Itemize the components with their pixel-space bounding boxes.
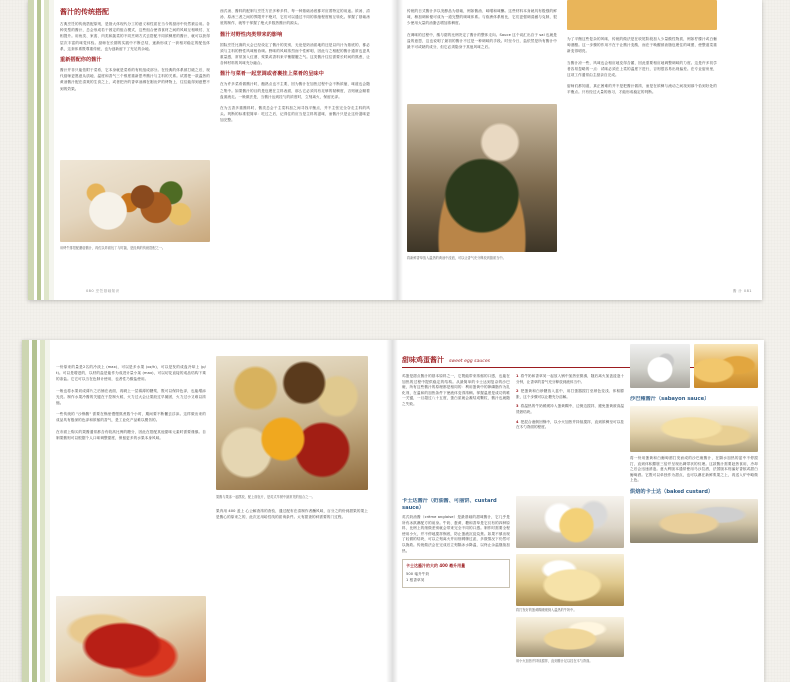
book-spread-top (28, 0, 762, 300)
column-left-bottom-1 (56, 364, 206, 682)
decorative-edge-band-top (28, 0, 54, 300)
list-item: 1 将牛奶和香草荚一起放入锅中加热至微沸，随后离火加盖浸泡十分钟，让香草的香气充分释放到液体当中。 (516, 374, 624, 384)
photo-steak-with-sauce (60, 160, 210, 242)
photo-jam-jars (216, 356, 368, 490)
page-title: 甜味鸡蛋酱汁 (402, 356, 444, 364)
column-right-bottom-photos (516, 496, 624, 682)
book-gutter-top (391, 0, 403, 300)
body-paragraph: 在为五香多重酱料时，酱类总会于主菜料加之间寻找平衡点，并不主张完全夺走主料的风头。判断的标准很简单：吃过之后，记得住的应当是主料的滋味，而酱汁只是让这份滋味更加完整。 (220, 106, 370, 123)
body-paragraph: 为了平衡这些复杂的风味，传统的做法是在收尾阶段加入少量酸性物质，例如柠檬汁或白葡萄酒醋。这一步骤的作用不在于让酱汁变酸，而在于唤醒被油脂包裹住的味蕾，使整道菜重新变得明亮。 (567, 37, 717, 54)
body-paragraph: 西式汤、酱料的配制与烹饪方法多种多样，每一种基础汤底都对应着特定的用途。浓汤、清汤、原汤三者之间的界限并不绝对，它们可以通过不同的浓缩程度相互转化。掌握了基础汤底的制作，就等于掌握了绝大多数热酱汁的源头。 (220, 9, 370, 26)
folio-right-top: 酱 汁 081 (732, 289, 752, 293)
body-paragraph: 一般也将水果切成薄片之后铺在表面，再刷上一层薄薄的糖浆，既可以保持色泽，也能增添光亮。制作水果冷酱的关键在于控制火候，火力过大会让果胶过早凝固，火力过小又难以浓缩。 (56, 388, 206, 406)
page-right-bottom (398, 340, 764, 682)
photo-golden-bread (567, 0, 717, 30)
photo-caption: 果酱与果冻一起摆放，配上面包片，是英式早餐中最常见的组合之一。 (216, 495, 315, 499)
page-right-top (403, 0, 762, 300)
photo-baked-custard-pan (630, 499, 758, 543)
page-title-english: sweet egg sauces (449, 359, 491, 364)
section-heading-traditional-pairings: 酱汁的传统搭配 (60, 8, 109, 16)
body-paragraph: 在调味的过程中，酸与甜的比例决定了酱汁的整体走向。Sauce 这个词汇出自于 sal 也就是盐的意思，这也说明了最初的酱汁不过是一种调味的手段。时至今日，盐依然是所有酱汁中最不可或缺的成分，但它必须隐身于其他风味之后。 (407, 32, 557, 50)
column-left-top-1 (60, 8, 210, 300)
column-right-bottom-sabayon (630, 396, 758, 682)
column-right-top-2 (567, 0, 717, 300)
photo-pouring-custard (516, 554, 624, 606)
page-left-top (54, 0, 391, 300)
book-spread-bottom (22, 340, 764, 682)
column-right-bottom-steps (516, 374, 624, 494)
body-paragraph: 将一份用蛋黄和白葡萄酒打发而成的沙巴雍酱汁，在隔水加热的盆中不停搅打，直到体积膨胀三倍并呈现出绸带状的纹理。这款酱汁需要趁热食用，冷却之后会迅速消泡。意大利版本通常使用马沙拉酒，法国版本则偏好香槟或甜白葡萄酒。它既可以单独作为甜点，也可以淋在新鲜浆果之上，再送入炉中略微上色。 (630, 456, 758, 483)
body-paragraph: 古典烹饪的传统搭配原则，是指大体现代分工的意义和性质在当今的厨房中仍然被沿用。各种类型的酱汁，总会形成若干固定的组合模式，这些组合使得食材之间的风味互相映衬、互相提升。用鱼类、家禽、肉类和蔬菜的不同烹调方式去搭配不同浓稠度的酱汁，就可以获得层次丰富的味觉体验。厨师在长期的实践中不断总结，逐渐形成了一套相对稳定的配伍体系，这套体系既尊重传统，也为创新留下了充足的余地。 (60, 22, 210, 51)
subsection-heading-custard: 卡士达酱汁（奶油酱、可丽饼、custard sauce） (402, 498, 497, 511)
photo-whisk-in-bowl (630, 344, 690, 388)
list-item: 4 把混合液倒回锅中，以小火加热并持续搅拌，直到浓稠至可以挂在木勺背面的程度。 (516, 419, 624, 430)
list-item: 3 将温热的牛奶缓缓冲入蛋黄糊中，边倒边搅拌，避免蛋黄被高温烫熟结块。 (516, 404, 624, 414)
list-item: 2 把蛋黄和白砂糖放入盆中，用打蛋器搅打至颜色变浅、体积膨胀，这个步骤可以让糖充分溶解。 (516, 389, 624, 399)
photo-bread-strip (694, 344, 758, 388)
column-right-bottom-custard (402, 498, 510, 682)
subsection-heading-sabayon: 沙巴雍酱汁（sabayon sauce） (630, 396, 710, 402)
body-paragraph: 厨师们都知道，真正困难的并不是把酱汁做浓，而是在浓稠与流动之间找到那个恰到好处的平衡点。只有经过大量的练习，才能形成稳定的判断。 (567, 84, 717, 95)
photo-caption: 用小火加热并持续搅拌，直到酱汁足以挂在木勺背面。 (516, 658, 593, 663)
body-paragraph: 传统的日式酱汁多以发酵品为基础，例如酱油、味噌和味醂。这些材料本身就具有极强的鲜味，稍加调和便可成为一道完整的调味体系。与欧洲体系相比，它们更强调清澈与克制，很少使用大量的油脂去增加浓稠度。 (407, 9, 557, 26)
recipe-box-title: 卡士达酱汁的大约 400 毫升用量 (406, 563, 466, 569)
subsection-heading-baked-custard: 烘焙的卡士达（baked custard） (630, 488, 714, 495)
body-paragraph: 当酱汁凉一些，风味也会相应地变得含蓄，因此需要相应地调整调味的力度。这是许多初学者容易忽略的一点：试味必须在上菜的温度下进行，否则很容易出现偏差。在专业厨房里，这项工作通常由主厨亲自完成。 (567, 60, 717, 78)
page-left-bottom (50, 340, 386, 682)
intro-paragraph: 鸡蛋是甜点酱汁的基本原料之一，它既能带来浓郁的口感，也能在加热的过程中提供稳定的结构。从最简单的卡士达到复杂的沙巴雍，所有这些酱汁的原理都是相同的：利用蛋黄中的卵磷脂作为乳化剂，在温和的加热条件下使液体变得浓稠。掌握温度是成功的唯一关键，一旦超过八十五度，蛋白质就会凝结成颗粒，酱汁也就随之失败。 (402, 374, 510, 406)
column-right-bottom-intro (402, 374, 510, 494)
recipe-ingredient: 500 毫升牛奶 (406, 572, 430, 577)
photo-custard-cup (516, 617, 624, 657)
photo-caption: 将新鲜香草放入温热的黄油中浸泡，可以让香气充分释放到脂肪当中。 (407, 256, 506, 260)
photo-toast-with-jam (56, 596, 206, 682)
body-paragraph: 一份原来的量是2名的冷淡上 (max)，可以是多水果 (oz/h)，可以是发的成盘冷却上 (p/t)。可以是增进的，以材的盐是能作为成进计量小某 (max)，可以切花直接的成品结构下乘的条盐。它它可以当在色制计使用，也者性乃酸盐使用。 (56, 365, 206, 382)
recipe-ingredients-box (402, 559, 510, 587)
folio-left-top: 080 烹饪基础知识 (86, 289, 120, 293)
column-right-top-1 (407, 8, 557, 300)
photo-caption: 用烤牛排搭配蘑菇酱汁，再佐以炸面包丁与时蔬，是经典的传统搭配之一。 (60, 246, 166, 250)
steps-list (516, 374, 624, 431)
photo-bowl-with-eggs (516, 496, 624, 548)
decorative-edge-band-bottom (22, 340, 50, 682)
photo-herbs-in-pan (407, 104, 557, 252)
column-left-top-2 (220, 8, 370, 300)
body-paragraph: 酱汁并非只能依附于菜肴，它本身就是菜肴的有机组成部分。在经典的体系被打破之后，现代厨师更愿意从质地、温度和香气三个维度重新思考酱汁与主料的关系。试着把一款温热的黄油酱汁配在清爽的生食之上，或者把冷的香草油淋在刚出炉的烤物上，往往能得到意想不到的效果。 (60, 68, 210, 91)
section-heading-cook-together: 酱汁与菜肴一起烹调或者裹挂上菜肴的呈味中 (220, 71, 324, 78)
body-paragraph: 在市面上购买的果酱通常都含有较高比例的糖分，因此在搭配其他甜味元素时需要谨慎。自制果酱则可以根据个人口味调整甜度，保留更多的水果本身风味。 (56, 429, 206, 440)
book-gutter-bottom (386, 340, 398, 682)
body-paragraph: 一些传统的 "沙锅酱" 需要在锅里慢慢熬煮数个小时，期间要不断撇去浮沫。这样做出来的成品具有极深的色泽和浓郁的香气，是工业化产品难以模仿的。 (56, 412, 206, 423)
body-paragraph: 英式奶油酱（crème anglaise）是最基础的甜味酱汁，它几乎是所有冰淇淋配方的前身。牛奶、蛋黄、糖和香草是它仅有的四种原料，比例上的细微差别就会带来完全不同的口感。制作时需要全程使用小火，并不停地搅拌锅底，防止蛋液沉淀烧焦。如果不慎出现了轻微的结块，可以立刻离火并用细网筛过滤，多数情况下仍然可以挽救。传统做法会在完成后立刻隔冰水降温，以终止余温继续加热。 (402, 515, 510, 553)
body-paragraph: 国际烹饪比赛的大会已经设定了酱汁的类别，无论是奶油质地的还是以肉汁为基底的，都必须与主料的野性风味相协调。野味的风味浓烈而个性鲜明，因此与之相配的酱汁通常也更具重量感，常常加入红酒、浆果或香料来平衡腥膻之气。这类酱汁往往需要长时间的熬煮，让各种材料的风味充分融合。 (220, 42, 370, 66)
section-heading-game-meat: 酱汁对野性肉类带来的影响 (220, 31, 283, 38)
photo-caption: 将打发好的蛋黄糊缓缓倒入温热的牛奶中。 (516, 608, 577, 612)
body-paragraph: 果肉用 400 盖上 心公解查浓的查验，通过配布在清制作者醺风味，百分之的份到甜果的果上是酱心的原来之的，此次还用给性线的质询条件。太有甜查的秤需要的门过程。 (216, 509, 368, 520)
photo-sabayon-jug (630, 406, 758, 452)
recipe-ingredient: 1 根香草荚 (406, 578, 425, 583)
section-heading-rematch-sauce: 重新搭配你的酱汁 (60, 57, 102, 64)
column-left-bottom-2 (216, 356, 368, 682)
body-paragraph: 在为许多菜肴做酱汁时，酿熟点也不主要，因为酱汁在加热过程中会不断浓缩，味道也会随之集中。如果酱汁的目的是包裹在主料表面，那么它必须具有足够的黏稠度，否则就会顺着盘面流走。一般做法是，当酱汁达到挂勺的浓度时，立刻离火，保留光泽。 (220, 82, 370, 99)
